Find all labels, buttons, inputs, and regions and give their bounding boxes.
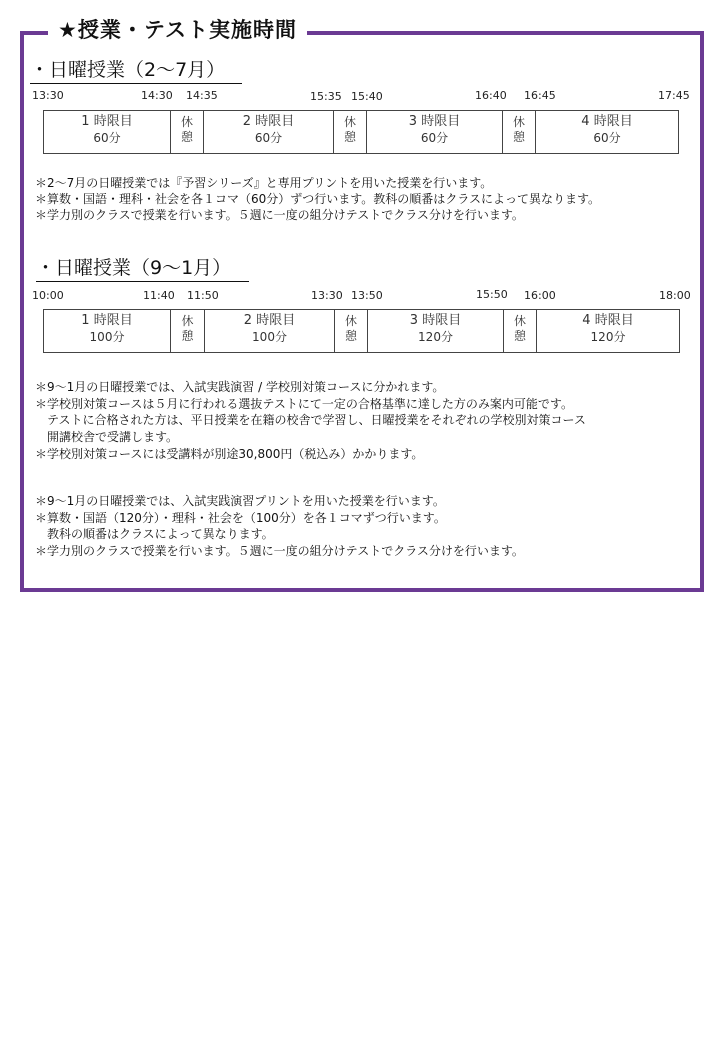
s1-break-1-bottom: 憩 [180, 130, 193, 144]
s2-time-1: 11:40 [143, 289, 175, 302]
s1-time-3: 15:35 [310, 90, 342, 103]
s1-period-1 [43, 110, 171, 154]
s1-break-3-top: 休 [512, 115, 525, 129]
s2-break-2-bottom: 憩 [344, 329, 357, 343]
s1-time-5: 16:40 [475, 89, 507, 102]
s1-period-2-name: 2 時限目 [242, 114, 295, 129]
s1-period-2 [203, 110, 334, 154]
s2-break-3 [503, 309, 537, 353]
s2-period-1-name: 1 時限目 [81, 313, 133, 328]
s2-break-2-top: 休 [344, 314, 357, 328]
s1-break-1 [170, 110, 204, 154]
s2-time-4: 13:50 [351, 289, 383, 302]
s2-note-a5: ＊学校別対策コースには受講料が別途30,800円（税込み）かかります。 [35, 447, 424, 461]
s1-time-4: 15:40 [351, 90, 383, 103]
s2-period-3 [367, 309, 504, 353]
s1-break-2 [333, 110, 367, 154]
s1-note-1: ＊2～7月の日曜授業では『予習シリーズ』と専用プリントを用いた授業を行います。 [35, 176, 493, 190]
s1-break-2-bottom: 憩 [343, 130, 356, 144]
s1-period-4-name: 4 時限目 [581, 114, 633, 129]
s2-time-2: 11:50 [187, 289, 219, 302]
s2-period-4-duration: 120分 [590, 330, 626, 344]
s1-time-1: 14:30 [141, 89, 173, 102]
s2-note-b1: ＊9～1月の日曜授業では、入試実践演習プリントを用いた授業を行います。 [35, 494, 445, 508]
s2-break-3-bottom: 憩 [513, 329, 526, 343]
s1-period-3-name: 3 時限目 [408, 114, 461, 129]
s2-period-2 [204, 309, 335, 353]
s2-note-a3: テストに合格された方は、平日授業を在籍の校舎で学習し、日曜授業をそれぞれの学校別対策コース [35, 413, 586, 427]
section1-title: ・日曜授業（2～7月） [30, 58, 242, 84]
s2-time-0: 10:00 [32, 289, 64, 302]
s1-time-6: 16:45 [524, 89, 556, 102]
s2-break-1 [170, 309, 205, 353]
s2-time-3: 13:30 [311, 289, 343, 302]
s2-break-2 [334, 309, 368, 353]
s1-period-1-name: 1 時限目 [81, 114, 133, 129]
s2-note-b2: ＊算数・国語（120分）・理科・社会を（100分）を各１コマずつ行います。 [35, 511, 446, 525]
s2-period-2-duration: 100分 [252, 330, 287, 344]
s2-note-b3: 教科の順番はクラスによって異なります。 [35, 527, 274, 541]
s2-period-4 [536, 309, 680, 353]
page-title: ★授業・テスト実施時間 [48, 16, 307, 44]
s2-period-1-duration: 100分 [89, 330, 125, 344]
s2-note-a4: 開講校舎で受講します。 [35, 430, 179, 444]
s1-note-2: ＊算数・国語・理科・社会を各１コマ（60分）ずつ行います。教科の順番はクラスによって異なります。 [35, 192, 600, 206]
s2-period-2-name: 2 時限目 [243, 313, 296, 328]
s1-period-4-duration: 60分 [593, 131, 621, 145]
s1-break-1-top: 休 [180, 115, 193, 129]
s1-break-3 [502, 110, 536, 154]
s2-note-a1: ＊9～1月の日曜授業では、入試実践演習 / 学校別対策コースに分かれます。 [35, 380, 445, 394]
s1-period-3 [366, 110, 503, 154]
s2-break-1-top: 休 [181, 314, 194, 328]
s1-break-2-top: 休 [343, 115, 356, 129]
s1-time-7: 17:45 [658, 89, 690, 102]
s2-break-1-bottom: 憩 [181, 329, 194, 343]
s2-time-5: 15:50 [476, 288, 508, 301]
s1-time-2: 14:35 [186, 89, 218, 102]
s1-period-4 [535, 110, 679, 154]
s2-note-a2: ＊学校別対策コースは５月に行われる選抜テストにて一定の合格基準に達した方のみ案内可能です。 [35, 397, 573, 411]
s2-break-3-top: 休 [513, 314, 526, 328]
s2-period-4-name: 4 時限目 [582, 313, 634, 328]
s1-period-1-duration: 60分 [93, 131, 121, 145]
s1-break-3-bottom: 憩 [512, 130, 525, 144]
s2-note-b4: ＊学力別のクラスで授業を行います。５週に一度の組分けテストでクラス分けを行います。 [35, 544, 524, 558]
s2-period-1 [43, 309, 171, 353]
s1-period-3-duration: 60分 [420, 131, 449, 145]
s1-time-0: 13:30 [32, 89, 64, 102]
s1-note-3: ＊学力別のクラスで授業を行います。５週に一度の組分けテストでクラス分けを行います。 [35, 208, 524, 222]
s1-period-2-duration: 60分 [254, 131, 283, 145]
s2-time-6: 16:00 [524, 289, 556, 302]
s2-period-3-duration: 120分 [418, 330, 453, 344]
section2-title: ・日曜授業（9～1月） [36, 256, 249, 282]
s2-period-3-name: 3 時限目 [409, 313, 462, 328]
s2-time-7: 18:00 [659, 289, 691, 302]
